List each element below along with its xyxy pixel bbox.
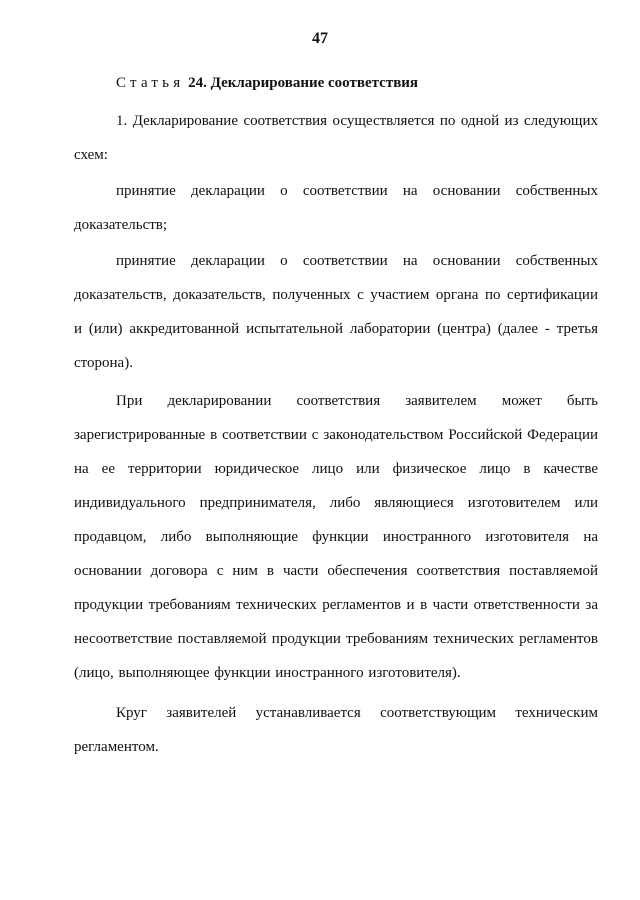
article-title: 24. Декларирование соответствия — [188, 75, 419, 91]
article-label: Статья — [116, 75, 185, 91]
paragraph-own-evidence: принятие декларации о соответствии на основании собственных доказательств; — [74, 183, 598, 233]
article-heading — [116, 66, 598, 100]
paragraph-applicant: При декларировании соответствия заявителем может быть зарегистрированные в соответствии с законодательством Российской Федерации на ее территории юридическое лицо или физическое лицо в качестве индивидуального предпринимателя, либо являющиеся изготовителем или продавцом, либо выполняющие функции иностранного изготовителя на основании договора с ним в части обеспечения соответствия поставляемой продукции требованиям технических регламентов и в части ответственности за несоответствие поставляемой продукции требованиям технических регламентов (лицо, выполняющее функции иностранного изготовителя). — [74, 393, 598, 681]
paragraph-third-party-evidence: принятие декларации о соответствии на основании собственных доказательств, доказательств, полученных с участием органа по сертификации и (или) аккредитованной испытательной лаборатории (центра) (далее - третья сторона). — [74, 253, 598, 371]
page-number: 47 — [312, 30, 328, 47]
paragraph-declaration-schemes: 1. Декларирование соответствия осуществляется по одной из следующих схем: — [74, 113, 598, 163]
document-body — [74, 66, 598, 764]
paragraph-applicant-circle: Круг заявителей устанавливается соответствующим техническим регламентом. — [74, 705, 598, 755]
